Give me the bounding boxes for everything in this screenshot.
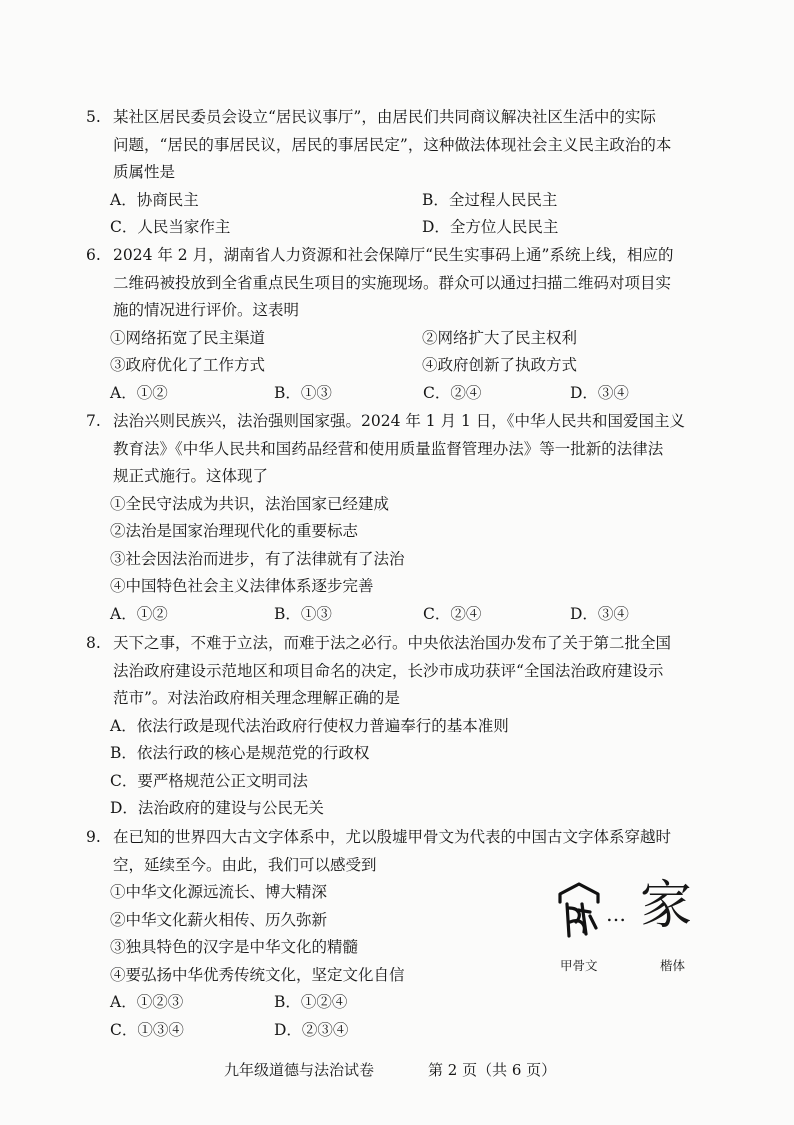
question-text: 2024 年 2 月，湖南省人力资源和社会保障厅“民生实事码上通”系统上线，相应的 bbox=[113, 246, 674, 264]
question-7 bbox=[86, 408, 706, 628]
statement-4: ④中国特色社会主义法律体系逐步完善 bbox=[110, 577, 374, 595]
kaishu-character: 家 bbox=[640, 876, 693, 936]
question-5 bbox=[86, 104, 706, 242]
option-d: D．法治政府的建设与公民无关 bbox=[110, 799, 324, 817]
question-text: 质属性是 bbox=[113, 163, 176, 181]
option-c: C．②④ bbox=[423, 604, 482, 623]
question-text: 天下之事，不难于立法，而难于法之必行。中央依法治国办发布了关于第二批全国 bbox=[113, 634, 672, 652]
statement-3: ③社会因法治而进步，有了法律就有了法治 bbox=[110, 549, 405, 568]
option-a: A．①② bbox=[110, 383, 168, 402]
option-d: D．③④ bbox=[570, 383, 629, 402]
statement-3: ③政府优化了工作方式 bbox=[110, 356, 266, 374]
option-c: C．②④ bbox=[423, 383, 482, 402]
question-number: 5. bbox=[86, 108, 101, 126]
question-text: 规正式施行。这体现了 bbox=[113, 467, 269, 485]
statement-1: ①中华文化源远流长、博大精深 bbox=[110, 883, 328, 901]
option-b: B．①③ bbox=[274, 383, 332, 402]
question-text: 教育法》《中华人民共和国药品经营和使用质量监督管理办法》等一批新的法律法 bbox=[113, 439, 664, 458]
option-d: D．③④ bbox=[570, 604, 629, 623]
option-c: C．人民当家作主 bbox=[110, 218, 231, 236]
question-text: 法治政府建设示范地区和项目命名的决定，长沙市成功获评“全国法治政府建设示 bbox=[113, 661, 664, 680]
option-d: D．②③④ bbox=[274, 1020, 349, 1039]
question-6 bbox=[86, 242, 706, 407]
statement-2: ②法治是国家治理现代化的重要标志 bbox=[110, 522, 359, 540]
question-number: 6. bbox=[86, 246, 101, 264]
option-b: B．①②④ bbox=[274, 993, 348, 1011]
statement-2: ②中华文化薪火相传、历久弥新 bbox=[110, 910, 328, 929]
statement-1: ①网络拓宽了民主渠道 bbox=[110, 328, 266, 347]
option-a: A．①②③ bbox=[110, 993, 184, 1011]
question-text: 问题，“居民的事居民议，居民的事居民定”，这种做法体现社会主义民主政治的本 bbox=[113, 135, 672, 154]
question-number: 8. bbox=[86, 634, 101, 652]
option-b: B．依法行政的核心是规范党的行政权 bbox=[110, 744, 370, 762]
statement-2: ②网络扩大了民主权利 bbox=[422, 328, 578, 347]
option-a: A．依法行政是现代法治政府行使权力普遍奉行的基本准则 bbox=[110, 716, 509, 735]
option-d: D．全方位人民民主 bbox=[422, 218, 559, 236]
question-text: 二维码被投放到全省重点民生项目的实施现场。群众可以通过扫描二维码对项目实 bbox=[113, 273, 672, 292]
question-text: 在已知的世界四大古文字体系中，尤以殷墟甲骨文为代表的中国古文字体系穿越时 bbox=[113, 828, 672, 846]
statement-4: ④政府创新了执政方式 bbox=[422, 356, 578, 374]
oracle-bone-jia-glyph bbox=[556, 882, 602, 940]
question-number: 7. bbox=[86, 412, 101, 430]
statement-1: ①全民守法成为共识，法治国家已经建成 bbox=[110, 494, 390, 513]
character-evolution-figure bbox=[548, 878, 718, 978]
statement-4: ④要弘扬中华优秀传统文化，坚定文化自信 bbox=[110, 965, 405, 984]
question-text: 空，延续至今。由此，我们可以感受到 bbox=[113, 855, 377, 874]
option-c: C．要严格规范公正文明司法 bbox=[110, 771, 308, 790]
option-b: B．全过程人民民主 bbox=[422, 190, 558, 209]
question-8 bbox=[86, 630, 706, 823]
option-a: A．协商民主 bbox=[110, 190, 199, 209]
question-number: 9. bbox=[86, 828, 101, 846]
option-c: C．①③④ bbox=[110, 1020, 184, 1039]
question-text: 施的情况进行评价。这表明 bbox=[113, 301, 300, 319]
caption-regular-script: 楷体 bbox=[660, 958, 686, 973]
page-number: 第 2 页（共 6 页） bbox=[428, 1061, 557, 1079]
question-text: 法治兴则民族兴，法治强则国家强。2024 年 1 月 1 日，《中华人民共和国爱国主义 bbox=[113, 412, 686, 430]
ellipsis: … bbox=[606, 902, 627, 926]
caption-oracle-bone: 甲骨文 bbox=[560, 958, 598, 973]
question-text: 范市”。对法治政府相关理念理解正确的是 bbox=[113, 689, 400, 707]
question-text: 某社区居民委员会设立“居民议事厅”，由居民们共同商议解决社区生活中的实际 bbox=[113, 108, 656, 126]
statement-3: ③独具特色的汉字是中华文化的精髓 bbox=[110, 938, 359, 956]
exam-title: 九年级道德与法治试卷 bbox=[224, 1061, 375, 1079]
option-b: B．①③ bbox=[274, 604, 332, 623]
option-a: A．①② bbox=[110, 604, 168, 623]
